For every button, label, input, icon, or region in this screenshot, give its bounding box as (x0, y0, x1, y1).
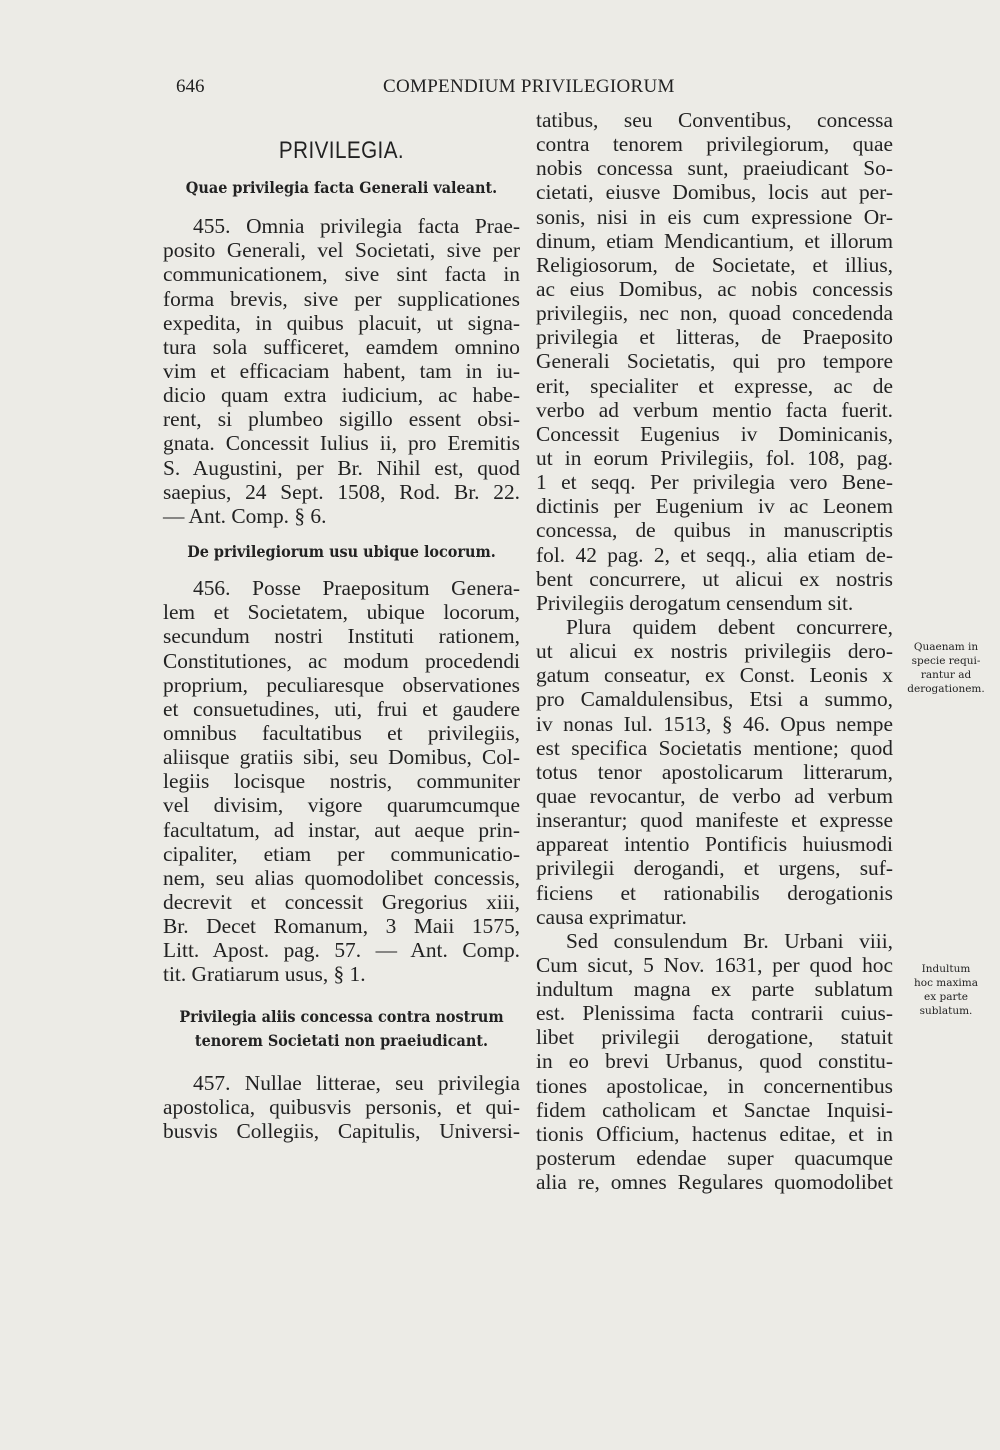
text-line: nobis concessa sunt, praeiudicant So- (536, 156, 893, 181)
margin-note-line: hoc maxima (913, 977, 978, 989)
margin-note-line: specie requi- (911, 655, 981, 667)
text-line: iv nonas Iul. 1513, § 46. Opus nempe (536, 711, 893, 736)
text-line: privilegiis, nec non, quoad concedenda (536, 301, 893, 326)
text-line: est. Plenissima facta contrarii cuius- (536, 1001, 893, 1026)
running-head (0, 76, 1000, 100)
text-line: in eo brevi Urbanus, quod constitu- (536, 1049, 893, 1074)
text-line: nem, seu alias quomodolibet concessis, (163, 865, 520, 890)
text-line: libet privilegii derogatione, statuit (536, 1025, 893, 1050)
text-line: Litt. Apost. pag. 57. — Ant. Comp. (163, 938, 520, 963)
text-line: posito Generali, vel Societati, sive per (163, 238, 520, 263)
text-line: ac eius Domibus, ac nobis concessis (536, 276, 893, 301)
text-line: saepius, 24 Sept. 1508, Rod. Br. 22. (163, 479, 520, 504)
text-line: contra tenorem privilegiorum, quae (536, 132, 893, 157)
text-line: vel divisim, vigore quarumcumque (163, 793, 520, 818)
text-line: alia re, omnes Regulares quomodolibet (536, 1170, 893, 1195)
text-line: et consuetudines, uti, frui et gaudere (163, 696, 520, 721)
margin-note-indultum (900, 962, 992, 1018)
text-line: lem et Societatem, ubique locorum, (163, 600, 520, 625)
text-line: expedita, in quibus placuit, ut signa- (163, 310, 520, 335)
text-line: tura sola sufficeret, eamdem omnino (163, 334, 520, 359)
text-line: fol. 42 pag. 2, et seqq., alia etiam de- (536, 542, 893, 567)
section-heading: PRIVILEGIA. (278, 137, 405, 164)
text-line: indultum magna ex parte sublatum (536, 977, 893, 1002)
text-line: gatum conseatur, ex Const. Leonis x (536, 663, 893, 688)
text-line: quae revocantur, de verbo ad verbum (536, 783, 893, 808)
text-line: gnata. Concessit Iulius ii, pro Eremitis (163, 431, 520, 456)
text-line: legiis locisque nostris, communiter (163, 769, 520, 794)
text-line: 457. Nullae litterae, seu privilegia (193, 1070, 520, 1095)
margin-note-line: rantur ad (920, 669, 972, 681)
text-line: apostolica, quibusvis personis, et qui- (163, 1094, 520, 1119)
paragraph-sed (536, 929, 893, 1195)
paragraph-455 (163, 214, 520, 528)
text-line: ut in eorum Privilegiis, fol. 108, pag. (536, 445, 893, 470)
text-line: tatibus, seu Conventibus, concessa (536, 108, 893, 132)
text-line: aliisque gratiis sibi, seu Domibus, Col- (163, 745, 520, 770)
text-line: inserantur; quod manifeste et expresse (536, 808, 893, 833)
text-line: ut alicui ex nostris privilegiis dero- (536, 639, 893, 664)
text-line: verbo ad verbum mentio facta fuerit. (536, 397, 893, 422)
text-line: Cum sicut, 5 Nov. 1631, per quod hoc (536, 952, 893, 977)
subheading-usu: De privilegiorum usu ubique locorum. (187, 541, 496, 561)
text-line: erit, specialiter et expresse, ac de (536, 373, 893, 398)
text-line: posterum edendae super quacumque (536, 1146, 893, 1171)
text-line: Plura quidem debent concurrere, (566, 614, 893, 639)
subheading-line: Privilegia aliis concessa contra nostrum (179, 1006, 504, 1026)
margin-note-line: Quaenam in (913, 641, 979, 653)
text-line: tionis Officium, hactenus editae, et in (536, 1121, 893, 1146)
text-line: causa exprimatur. (536, 904, 687, 929)
text-line: fidem catholicam et Sanctae Inquisi- (536, 1097, 893, 1122)
text-line: privilegii derogandi, et urgens, suf- (536, 856, 893, 881)
margin-note-line: sublatum. (919, 1005, 973, 1017)
text-line: decrevit et concessit Gregorius xiii, (163, 889, 520, 914)
text-line: cietati, eiusve Domibus, locis aut per- (536, 180, 893, 205)
subheading-generali: Quae privilegia facta Generali valeant. (185, 178, 498, 197)
text-line: Constitutiones, ac modum procedendi (163, 648, 520, 673)
running-title: COMPENDIUM PRIVILEGIORUM (383, 76, 675, 97)
text-line: Generali Societatis, qui pro tempore (536, 349, 893, 374)
text-line: Religiosorum, de Societate, et illius, (536, 252, 893, 277)
text-line: vim et efficaciam habent, tam in iu- (163, 359, 520, 383)
text-line: forma brevis, sive per supplicationes (163, 286, 520, 311)
margin-note-line: ex parte (924, 991, 968, 1003)
paragraph-456 (163, 576, 520, 986)
margin-note-line: Indultum (921, 963, 971, 975)
text-line: concessa, de quibus in manuscriptis (536, 518, 893, 543)
right-column (536, 108, 893, 1194)
text-line: est specifica Societatis mentione; quod (536, 735, 893, 760)
margin-note-line: derogationem. (907, 683, 985, 695)
text-line: pro Camaldulensibus, Etsi a summo, (536, 687, 893, 712)
text-line: omnibus facultatibus et privilegiis, (163, 720, 520, 745)
text-line: tit. Gratiarum usus, § 1. (163, 962, 366, 987)
text-line: 1 et seqq. Per privilegia vero Bene- (536, 470, 893, 495)
text-line: Privilegiis derogatum censendum sit. (536, 590, 854, 615)
text-line: 455. Omnia privilegia facta Prae- (193, 214, 520, 239)
text-line: privilegia et litteras, de Praeposito (536, 325, 893, 350)
text-line: dinum, etiam Mendicantium, et illorum (536, 228, 893, 253)
text-line: totus tenor apostolicarum litterarum, (536, 759, 893, 784)
text-line: dictinis per Eugenium iv ac Leonem (536, 494, 893, 519)
text-line: secundum nostri Instituti rationem, (163, 624, 520, 649)
text-line: dicio quam extra iudicium, ac habe- (163, 383, 520, 408)
text-line: S. Augustini, per Br. Nihil est, quod (163, 455, 520, 480)
text-line: — Ant. Comp. § 6. (163, 503, 327, 528)
text-line: ficiens et rationabilis derogationis (536, 880, 893, 905)
text-line: appareat intentio Pontificis huiusmodi (536, 832, 893, 857)
text-line: bent concurrere, ut alicui ex nostris (536, 566, 893, 591)
paragraph-457 (163, 1071, 520, 1143)
text-line: 456. Posse Praepositum Genera- (193, 576, 520, 601)
page-number: 646 (176, 76, 205, 97)
text-line: tiones apostolicae, in concernentibus (536, 1073, 893, 1098)
text-line: communicationem, sive sint facta in (163, 262, 520, 287)
text-line: busvis Collegiis, Capitulis, Universi- (163, 1119, 520, 1144)
text-line: proprium, peculiaresque observationes (163, 672, 520, 697)
subheading-line: tenorem Societati non praeiudicant. (194, 1030, 489, 1050)
text-line: Concessit Eugenius iv Dominicanis, (536, 421, 893, 446)
paragraph-plura (536, 615, 893, 929)
text-line: facultatum, ad instar, aut aeque prin- (163, 817, 520, 842)
margin-note-derogationem (900, 640, 992, 696)
subheading-praeiudicant (163, 1005, 520, 1053)
text-line: Sed consulendum Br. Urbani viii, (566, 928, 893, 953)
paragraph-457-continued (536, 108, 893, 615)
text-line: rent, si plumbeo sigillo essent obsi- (163, 407, 520, 432)
text-line: cipaliter, etiam per communicatio- (163, 841, 520, 866)
left-column (163, 108, 520, 1143)
text-line: sonis, nisi in eis cum expressione Or- (536, 204, 893, 229)
text-line: Br. Decet Romanum, 3 Maii 1575, (163, 914, 520, 939)
